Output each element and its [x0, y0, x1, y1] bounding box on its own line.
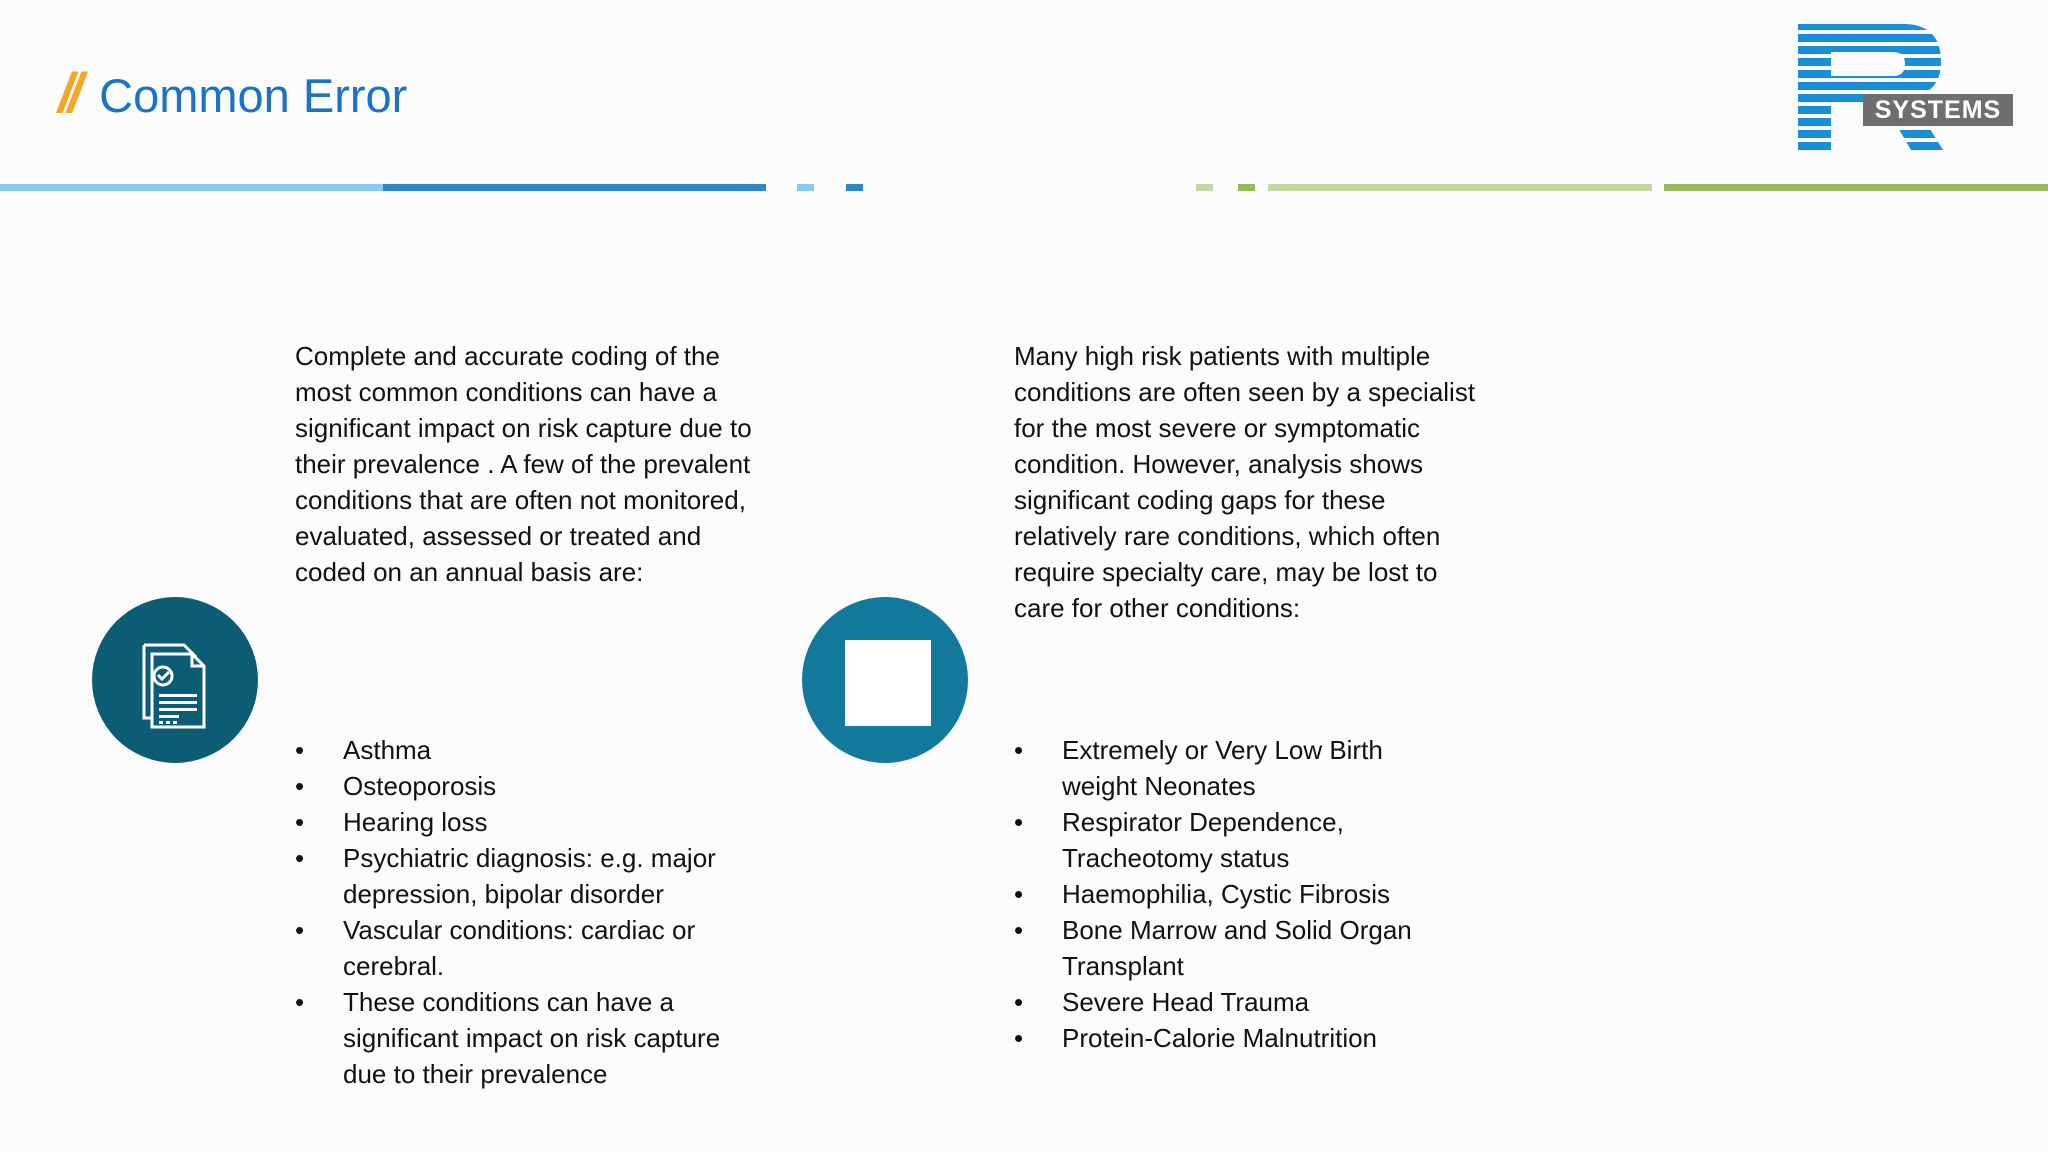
list-item: • These conditions can have a significant impact on risk capture due to their prevalence: [295, 984, 763, 1092]
divider-bar-7: [1268, 184, 1652, 191]
divider-bar-1: [0, 184, 383, 191]
divider-bar-3: [797, 184, 814, 191]
document-certificate-icon: [92, 597, 258, 763]
square-icon: [845, 640, 931, 726]
divider-bar-6: [1238, 184, 1255, 191]
divider-bar-8: [1664, 184, 2048, 191]
list-item: • Osteoporosis: [295, 768, 815, 804]
slide-header: [58, 60, 407, 125]
list-item: • Hearing loss: [295, 804, 815, 840]
right-paragraph: Many high risk patients with multiple conditions are often seen by a specialist for the most severe or symptomatic condition. However, analysis shows significant coding gaps for these relatively rare conditions, which often require specialty care, may be lost to care for other conditions:: [1014, 341, 1476, 623]
list-item: • Severe Head Trauma: [1014, 984, 1454, 1020]
left-paragraph: Complete and accurate coding of the most common conditions can have a significant impact on risk capture due to their prevalence . A few of the prevalent conditions that are often not monitored, evaluated, assessed or treated and coded on an annual basis are:: [295, 341, 752, 587]
r-systems-logo: [1793, 22, 2014, 152]
list-item: • Haemophilia, Cystic Fibrosis: [1014, 876, 1454, 912]
divider-bar-2: [383, 184, 766, 191]
left-list: [295, 732, 815, 1092]
square-icon-circle: [802, 597, 968, 763]
list-item: • Psychiatric diagnosis: e.g. major depression, bipolar disorder: [295, 840, 743, 912]
left-column: [295, 338, 765, 590]
list-item: • Protein-Calorie Malnutrition: [1014, 1020, 1454, 1056]
list-item: • Asthma: [295, 732, 815, 768]
list-item: • Vascular conditions: cardiac or cerebral.: [295, 912, 743, 984]
divider-bar-4: [846, 184, 863, 191]
logo-text: SYSTEMS: [1874, 96, 2002, 124]
list-item: • Extremely or Very Low Birth weight Neonates: [1014, 732, 1442, 804]
right-column: [1014, 338, 1484, 626]
divider-bar-5: [1196, 184, 1213, 191]
right-list: [1014, 732, 1454, 1056]
document-certificate-icon-circle: [92, 597, 258, 763]
slide-title: Common Error: [99, 69, 408, 122]
list-item: • Respirator Dependence, Tracheotomy status: [1014, 804, 1442, 876]
title-slashes: //: [58, 61, 78, 124]
list-item: • Bone Marrow and Solid Organ Transplant: [1014, 912, 1462, 984]
